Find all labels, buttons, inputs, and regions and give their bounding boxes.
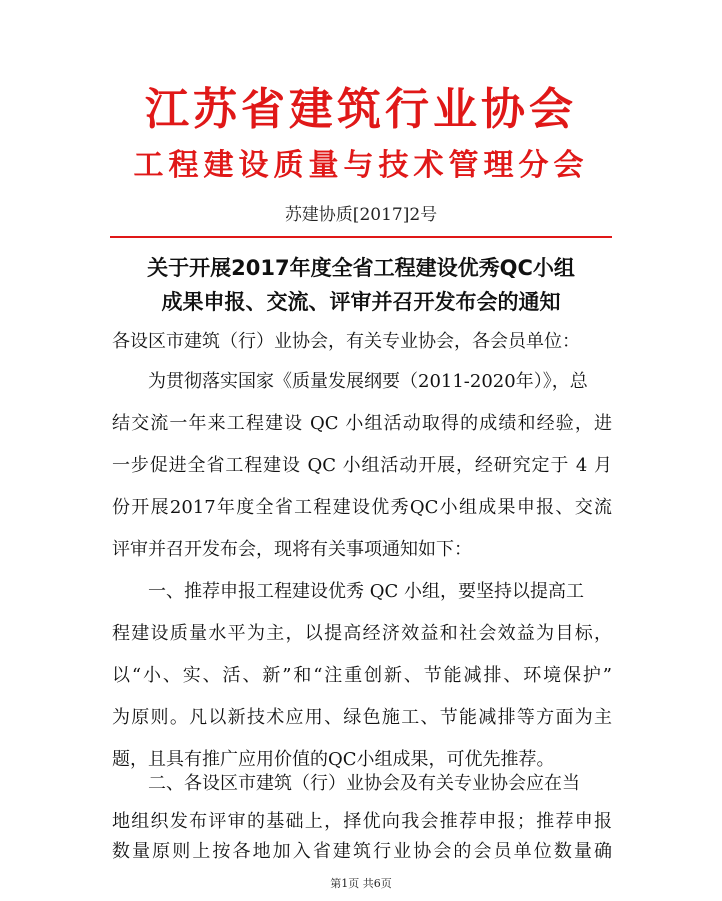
- notice-title-line-2: 成果申报、交流、评审并召开发布会的通知: [161, 290, 561, 314]
- paragraph-line: 数量原则上按各地加入省建筑行业协会的会员单位数量确: [112, 841, 612, 862]
- paragraph-line: 为贯彻落实国家《质量发展纲要（2011-2020年）》，总: [148, 371, 588, 392]
- paragraph-line: 地组织发布评审的基础上，择优向我会推荐申报；推荐申报: [112, 811, 612, 832]
- notice-title-line-1: 关于开展2017年度全省工程建设优秀QC小组: [147, 256, 575, 280]
- paragraph-line: 一步促进全省工程建设 QC 小组活动开展，经研究定于 4 月: [112, 455, 612, 476]
- paragraph-line: 以“小、实、活、新”和“注重创新、节能减排、环境保护”: [112, 665, 612, 686]
- salutation-line: 各设区市建筑（行）业协会，有关专业协会，各会员单位：: [112, 331, 580, 352]
- document-number: 苏建协质[2017]2号: [284, 205, 438, 225]
- page-footer: 第1页 共6页: [330, 877, 392, 890]
- paragraph-line: 为原则。凡以新技术应用、绿色施工、节能减排等方面为主: [112, 707, 612, 728]
- paragraph-line: 份开展2017年度全省工程建设优秀QC小组成果申报、交流: [112, 497, 612, 518]
- paragraph-line: 二、各设区市建筑（行）业协会及有关专业协会应在当: [148, 773, 580, 794]
- paragraph-line: 结交流一年来工程建设 QC 小组活动取得的成绩和经验，进: [112, 413, 612, 434]
- paragraph-line: 评审并召开发布会，现将有关事项通知如下：: [112, 539, 472, 560]
- red-divider-line: [110, 236, 612, 238]
- paragraph-line: 题，且具有推广应用价值的QC小组成果，可优先推荐。: [112, 749, 555, 770]
- paragraph-line: 程建设质量水平为主，以提高经济效益和社会效益为目标，: [112, 623, 612, 644]
- organization-subtitle: 工程建设质量与技术管理分会: [133, 148, 589, 183]
- organization-title: 江苏省建筑行业协会: [145, 84, 577, 135]
- paragraph-line: 一、推荐申报工程建设优秀 QC 小组，要坚持以提高工: [148, 581, 584, 602]
